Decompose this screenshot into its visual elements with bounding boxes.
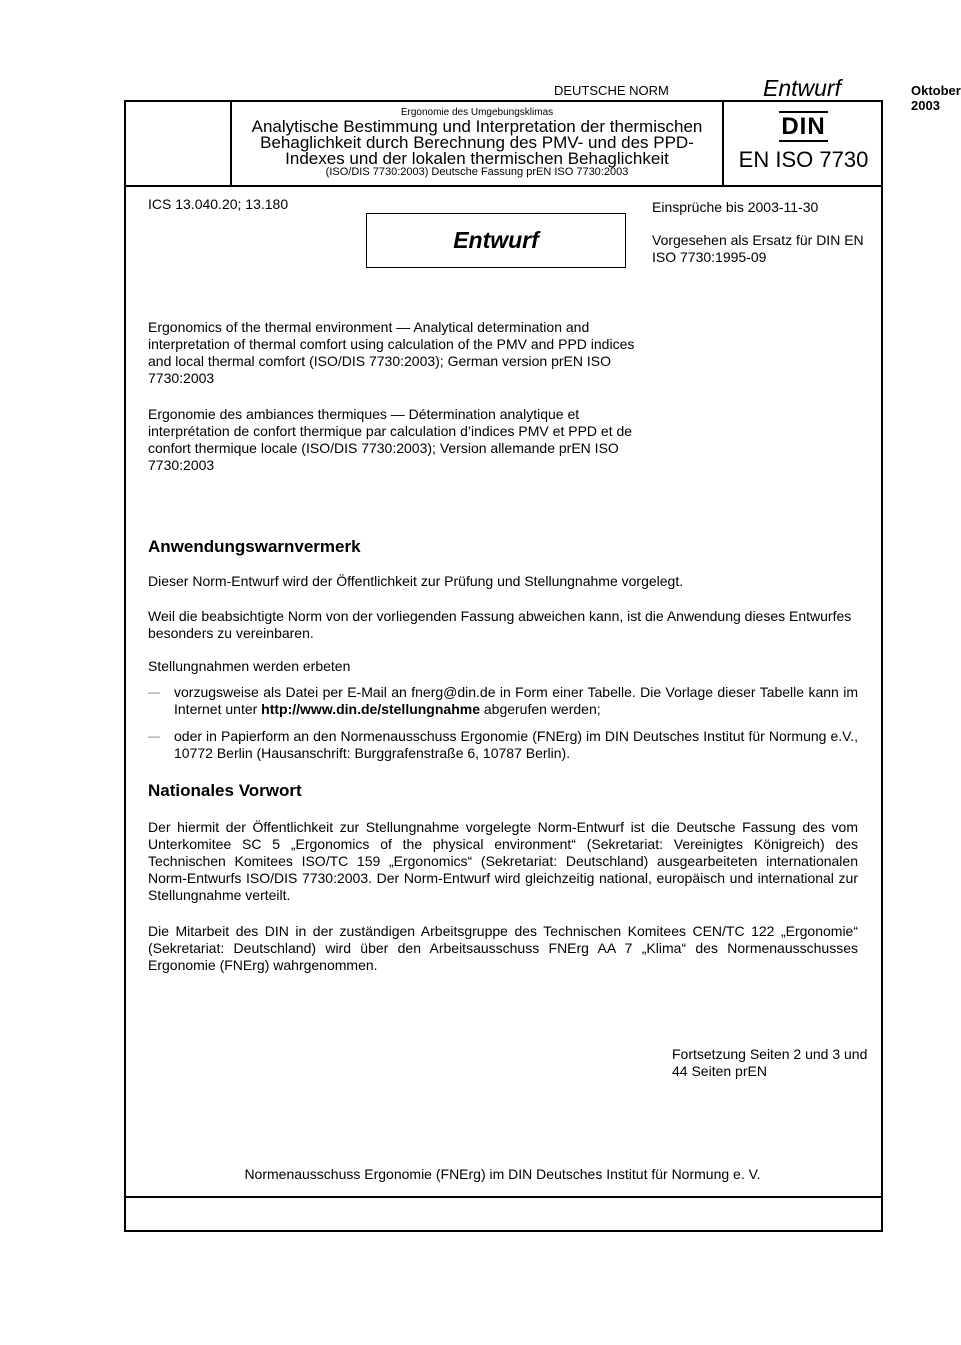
foreword-paragraph-2: Die Mitarbeit des DIN in der zuständigen Arbeitsgruppe des Technischen Komitees CEN/TC 122 „Ergonomie“ (Sekretariat: Deutschland) wird über den Arbeitsausschuss FNErg AA 7 „Klima“ des Normenausschusses Ergonomie (FNErg) wahrgenommen. <box>148 923 858 973</box>
stellungnahme-link[interactable]: http://www.din.de/stellungnahme <box>261 701 480 717</box>
bullet-dash: — <box>148 685 160 699</box>
title-block-left-cell <box>126 102 232 185</box>
footer-organization: Normenausschuss Ergonomie (FNErg) im DIN Deutsches Institut für Normung e. V. <box>244 1166 761 1182</box>
warning-paragraph-3: Stellungnahmen werden erbeten <box>148 658 351 674</box>
warning-paragraph-2: Weil die beabsichtigte Norm von der vorliegenden Fassung abweichen kann, ist die Anwendung dieses Entwurfes besonders zu vereinbaren. <box>148 608 852 641</box>
title-block-center-cell <box>232 102 722 185</box>
iso-reference: (ISO/DIS 7730:2003) Deutsche Fassung prEN ISO 7730:2003 <box>325 166 629 178</box>
bullet-dash: — <box>148 729 160 743</box>
document-type: DEUTSCHE NORM <box>554 83 669 98</box>
din-logo: DIN <box>781 113 826 140</box>
continuation-note: Fortsetzung Seiten 2 und 3 und 44 Seiten prEN <box>672 1046 868 1079</box>
german-title: Analytische Bestimmung und Interpretation der thermischen Behaglichkeit durch Berechnung des PMV- und des PPD-Indexes und der lokalen thermischen Behaglichkeit <box>251 117 703 168</box>
draft-label-top: Entwurf <box>763 75 841 101</box>
list-item-text: vorzugsweise als Datei per E-Mail an fnerg@din.de in Form einer Tabelle. Die Vorlage dieser Tabelle kann im Internet unter http://www.din.de/stellungnahme abgerufen werden; <box>174 684 858 717</box>
standard-number: EN ISO 7730 <box>738 147 869 172</box>
english-title: Ergonomics of the thermal environment — Analytical determination and interpretation of thermal comfort using calculation of the PMV and PPD indices and local thermal comfort (ISO/DIS 7730:2003); German version prEN ISO 7730:2003 <box>148 319 635 386</box>
warning-paragraph-1: Dieser Norm-Entwurf wird der Öffentlichkeit zur Prüfung und Stellungnahme vorgelegt. <box>148 573 684 589</box>
publication-date: Oktober 2003 <box>911 83 961 113</box>
subject-line: Ergonomie des Umgebungsklimas <box>400 107 554 118</box>
draft-stamp-box: Entwurf <box>366 213 626 268</box>
foreword-paragraph-1: Der hiermit der Öffentlichkeit zur Stellungnahme vorgelegte Norm-Entwurf ist die Deutsche Fassung des vom Unterkomitee SC 5 „Ergonomics of the physical environment“ (Sekretariat: Vereinigtes Königreich) des Technischen Komitees ISO/TC 159 „Ergonomics“ (Sekretariat: Deutschland) ausgearbeiteten internationalen Norm-Entwurfs ISO/DIS 7730:2003. Der Norm-Entwurf wird gleichzeitig national, europäisch und international zur Stellungnahme verteilt. <box>148 819 858 903</box>
replacement-note: Vorgesehen als Ersatz für DIN EN ISO 7730:1995-09 <box>652 232 864 265</box>
warning-heading: Anwendungswarnvermerk <box>148 537 361 556</box>
french-title: Ergonomie des ambiances thermiques — Détermination analytique et interprétation de confort thermique par calculation d’indices PMV et PPD et de confort thermique locale (ISO/DIS 7730:2003); Version allemande prEN ISO 7730:2003 <box>148 406 633 473</box>
footer-divider <box>124 1196 881 1198</box>
list-item-text: oder in Papierform an den Normenausschuss Ergonomie (FNErg) im DIN Deutsches Institut für Normung e.V., 10772 Berlin (Hausanschrift: Burggrafenstraße 6, 10787 Berlin). <box>174 728 858 761</box>
foreword-heading: Nationales Vorwort <box>148 781 302 800</box>
ics-code: ICS 13.040.20; 13.180 <box>148 196 289 212</box>
objections-deadline: Einsprüche bis 2003-11-30 <box>652 199 819 215</box>
title-block-right-cell <box>722 102 883 185</box>
title-block <box>126 102 881 187</box>
